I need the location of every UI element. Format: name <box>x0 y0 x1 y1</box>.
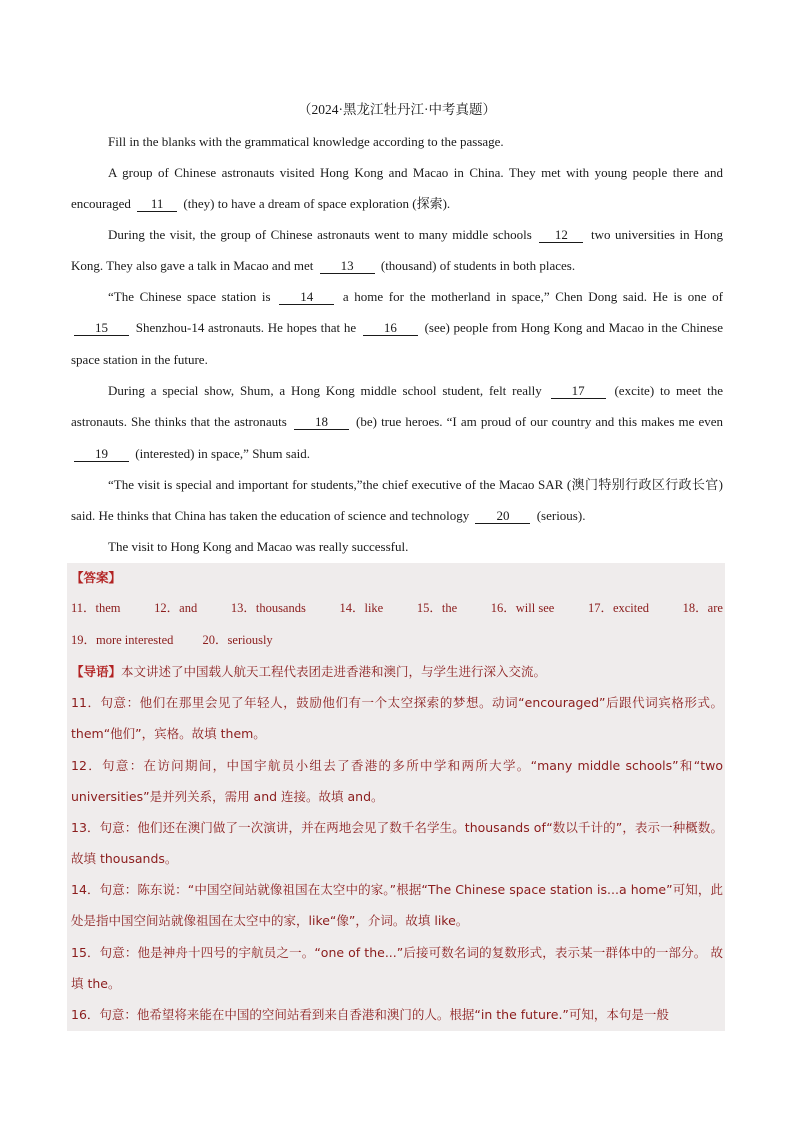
explanation-14: 14．句意：陈东说：“中国空间站就像祖国在太空中的家。”根据“The Chinese space station is...a home”可知，此处是指中国空间站就像祖国在太空中的家，like“像”，介词。故填 like。 <box>71 882 723 929</box>
answer-item: 13．thousands <box>230 601 306 615</box>
passage-paragraph-5: “The visit is special and important for students,”the chief executive of the Macao SAR (澳门特别行政区行政长官) said. He thinks that China has taken the education of science and technology 20 (serious). <box>71 477 723 524</box>
answer-item: 20．seriously <box>202 633 273 647</box>
blank-13[interactable]: 13 <box>320 259 375 274</box>
answer-label: 【答案】 <box>71 570 122 585</box>
explanation-15: 15．句意：他是神舟十四号的宇航员之一。“one of the...”后接可数名词的复数形式，表示某一群体中的一部分。 故填 the。 <box>71 945 723 992</box>
blank-19[interactable]: 19 <box>74 447 129 462</box>
blank-11[interactable]: 11 <box>137 197 177 212</box>
answer-item: 11．them <box>71 601 121 615</box>
passage-paragraph-4: During a special show, Shum, a Hong Kong middle school student, felt really 17 (excite) to meet the astronauts. She thinks that the astronauts 18 (be) true heroes. “I am proud of our country and this makes me even 19 (interested) in space,” Shum said. <box>71 383 724 461</box>
answer-item: 18．are <box>682 601 723 615</box>
blank-17[interactable]: 17 <box>551 384 606 399</box>
blank-18[interactable]: 18 <box>294 415 349 430</box>
blank-15[interactable]: 15 <box>74 321 129 336</box>
guide-line <box>71 656 723 687</box>
blank-20[interactable]: 20 <box>475 509 530 524</box>
answer-row-1 <box>71 593 723 624</box>
explanation-12: 12．句意：在访问期间，中国宇航员小组去了香港的多所中学和两所大学。“many middle schools”和“two universities”是并列关系，需用 and 连接。故填 and。 <box>71 758 723 805</box>
passage-paragraph-2: During the visit, the group of Chinese astronauts went to many middle schools 12 two universities in Hong Kong. They also gave a talk in Macao and met 13 (thousand) of students in both places. <box>71 227 724 274</box>
answer-item: 19．more interested <box>71 633 174 647</box>
answer-item: 14．like <box>339 601 384 615</box>
answer-item: 15．the <box>416 601 458 615</box>
explanation-13: 13．句意：他们还在澳门做了一次演讲，并在两地会见了数千名学生。thousands of“数以千计的”，表示一种概数。故填 thousands。 <box>71 820 723 867</box>
exam-source-title: （2024·黑龙江牡丹江·中考真题） <box>298 102 496 117</box>
guide-label: 【导语】 <box>71 664 122 679</box>
passage-paragraph-1: A group of Chinese astronauts visited Hong Kong and Macao in China. They met with young people there and encouraged 11 (they) to have a dream of space exploration (探索). <box>71 165 723 212</box>
blank-16[interactable]: 16 <box>363 321 418 336</box>
passage-paragraph-3: “The Chinese space station is 14 a home for the motherland in space,” Chen Dong said. He is one of 15 Shenzhou-14 astronauts. He hopes that he 16 (see) people from Hong Kong and Macao in the Chinese space station in the future. <box>71 289 723 367</box>
blank-14[interactable]: 14 <box>279 290 334 305</box>
blank-12[interactable]: 12 <box>539 228 583 243</box>
passage-paragraph-6: The visit to Hong Kong and Macao was really successful. <box>108 539 409 554</box>
answer-item: 12．and <box>154 601 198 615</box>
instruction: Fill in the blanks with the grammatical knowledge according to the passage. <box>108 134 504 149</box>
explanation-11: 11．句意：他们在那里会见了年轻人，鼓励他们有一个太空探索的梦想。动词“encouraged”后跟代词宾格形式。them“他们”，宾格。故填 them。 <box>71 695 723 742</box>
answer-item: 17．excited <box>587 601 650 615</box>
answer-row-2 <box>71 625 723 656</box>
explanation-16: 16．句意：他希望将来能在中国的空间站看到来自香港和澳门的人。根据“in the future.”可知，本句是一般 <box>71 1007 669 1022</box>
answer-label-line <box>71 562 723 593</box>
answer-item: 16．will see <box>490 601 555 615</box>
guide-text: 本文讲述了中国载人航天工程代表团走进香港和澳门，与学生进行深入交流。 <box>121 664 547 679</box>
